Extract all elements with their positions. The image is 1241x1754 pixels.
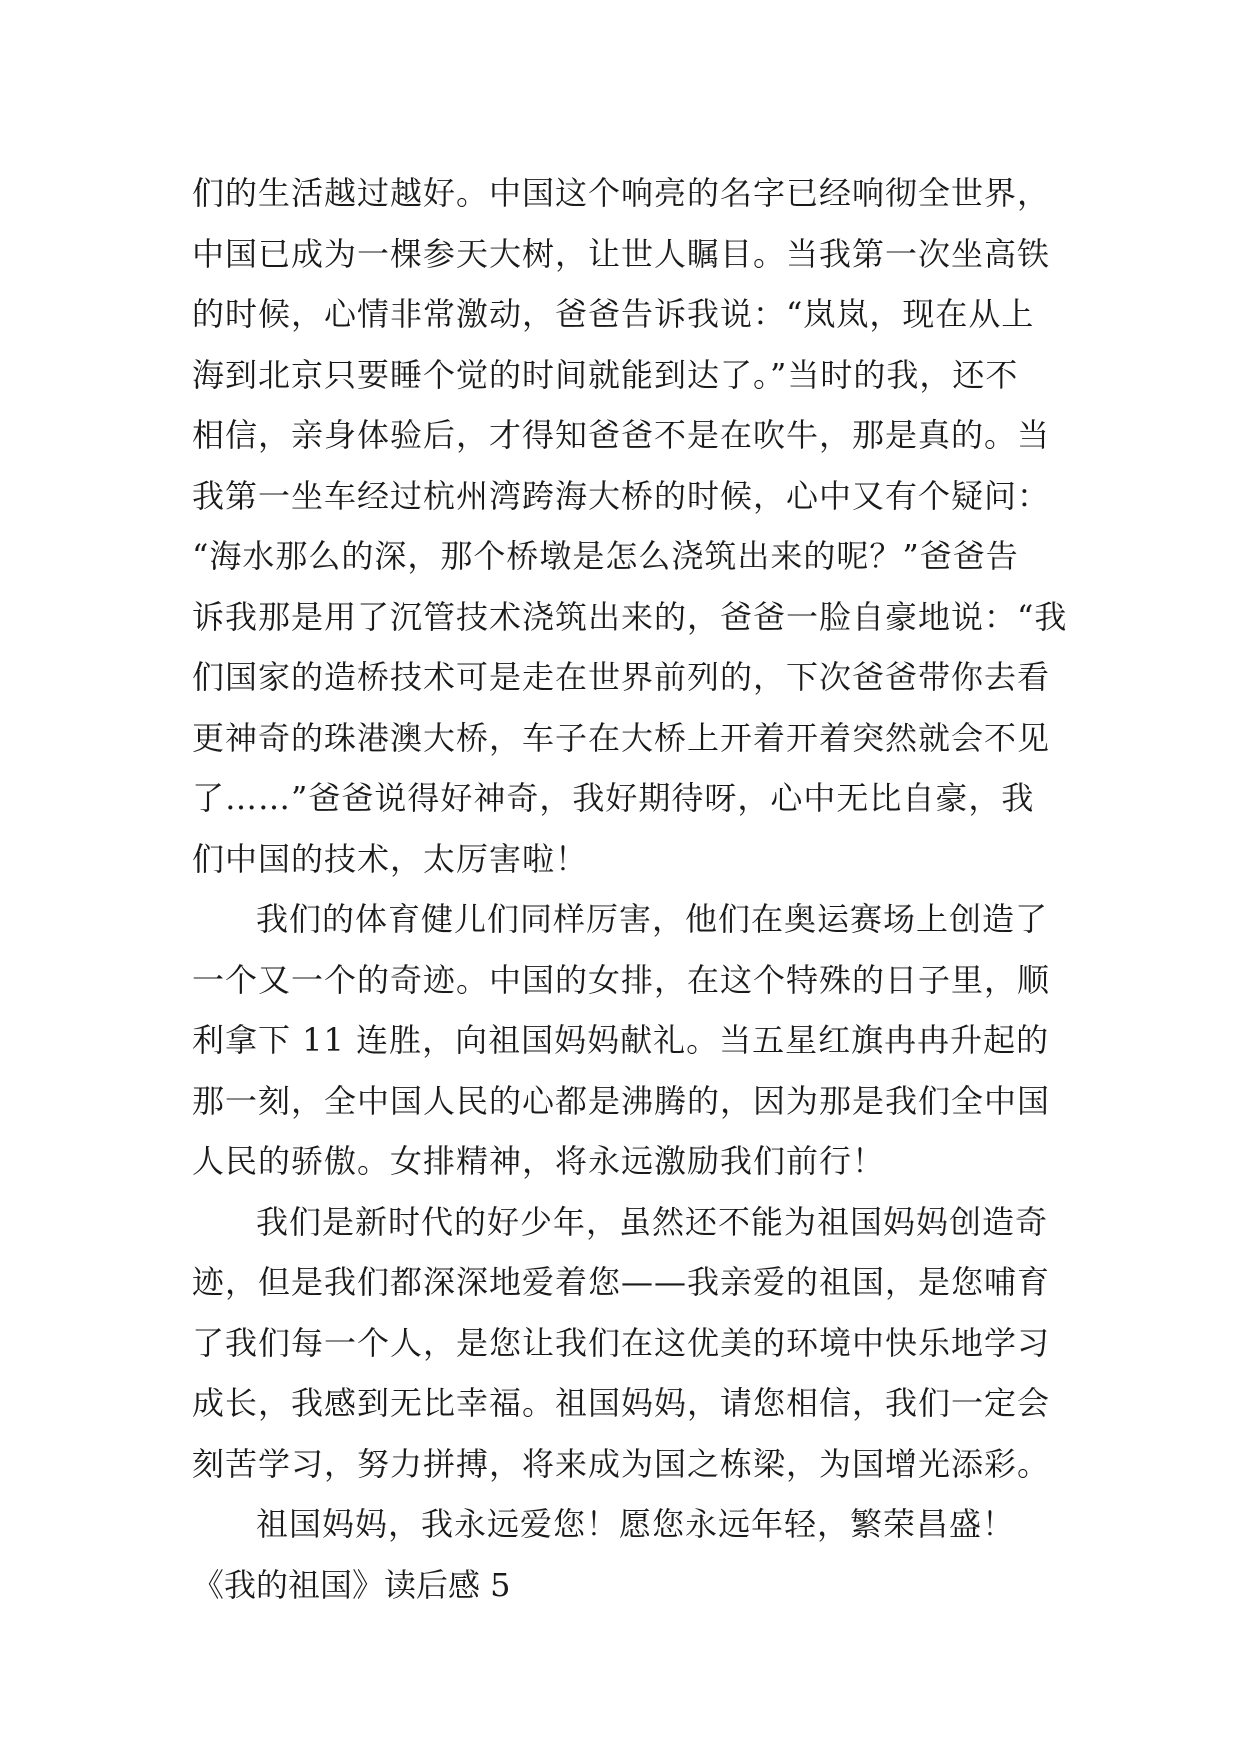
text-line: 们国家的造桥技术可是走在世界前列的，下次爸爸带你去看 (192, 658, 1051, 696)
text-line: 们中国的技术，太厉害啦！ (192, 839, 589, 878)
paragraph-start-line: 我们是新时代的好少年，虽然还不能为祖国妈妈创造奇 (256, 1202, 1049, 1241)
text-line: 了我们每一个人，是您让我们在这优美的环境中快乐地学习 (192, 1323, 1051, 1362)
text-line: 迹，但是我们都深深地爱着您——我亲爱的祖国，是您哺育 (192, 1263, 1051, 1301)
text-line: 了……”爸爸说得好神奇，我好期待呀，心中无比自豪，我 (192, 779, 1035, 817)
paragraph-start-line: 祖国妈妈，我永远爱您！愿您永远年轻，繁荣昌盛！ (256, 1505, 1016, 1543)
text-line: 人民的骄傲。女排精神，将永远激励我们前行！ (192, 1142, 886, 1180)
text-line: 我第一坐车经过杭州湾跨海大桥的时候，心中又有个疑问： (192, 476, 1051, 515)
text-line: 成长，我感到无比幸福。祖国妈妈，请您相信，我们一定会 (192, 1384, 1051, 1422)
text-line: 相信，亲身体验后，才得知爸爸不是在吹牛，那是真的。当 (192, 416, 1051, 454)
text-line: 刻苦学习，努力拼搏，将来成为国之栋梁，为国增光添彩。 (192, 1444, 1051, 1483)
paragraph-start-line: 我们的体育健儿们同样厉害，他们在奥运赛场上创造了 (256, 900, 1049, 938)
text-line: 的时候，心情非常激动，爸爸告诉我说：“岚岚，现在从上 (192, 295, 1035, 333)
text-line: 利拿下 11 连胜，向祖国妈妈献礼。当五星红旗冉冉升起的 (192, 1021, 1050, 1059)
text-line: 中国已成为一棵参天大树，让世人瞩目。当我第一次坐高铁 (192, 234, 1051, 273)
text-line: 们的生活越过越好。中国这个响亮的名字已经响彻全世界， (192, 174, 1051, 212)
section-title: 《我的祖国》读后感 5 (192, 1565, 511, 1604)
text-line: 诉我那是用了沉管技术浇筑出来的，爸爸一脸自豪地说：“我 (192, 597, 1068, 636)
text-line: 一个又一个的奇迹。中国的女排，在这个特殊的日子里，顺 (192, 960, 1051, 999)
body-text (192, 163, 1072, 1615)
text-line: 那一刻，全中国人民的心都是沸腾的，因为那是我们全中国 (192, 1081, 1051, 1120)
text-line: 更神奇的珠港澳大桥，车子在大桥上开着开着突然就会不见 (192, 718, 1051, 757)
text-line: “海水那么的深，那个桥墩是怎么浇筑出来的呢？”爸爸告 (192, 537, 1019, 575)
text-line: 海到北京只要睡个觉的时间就能到达了。”当时的我，还不 (192, 355, 1019, 394)
